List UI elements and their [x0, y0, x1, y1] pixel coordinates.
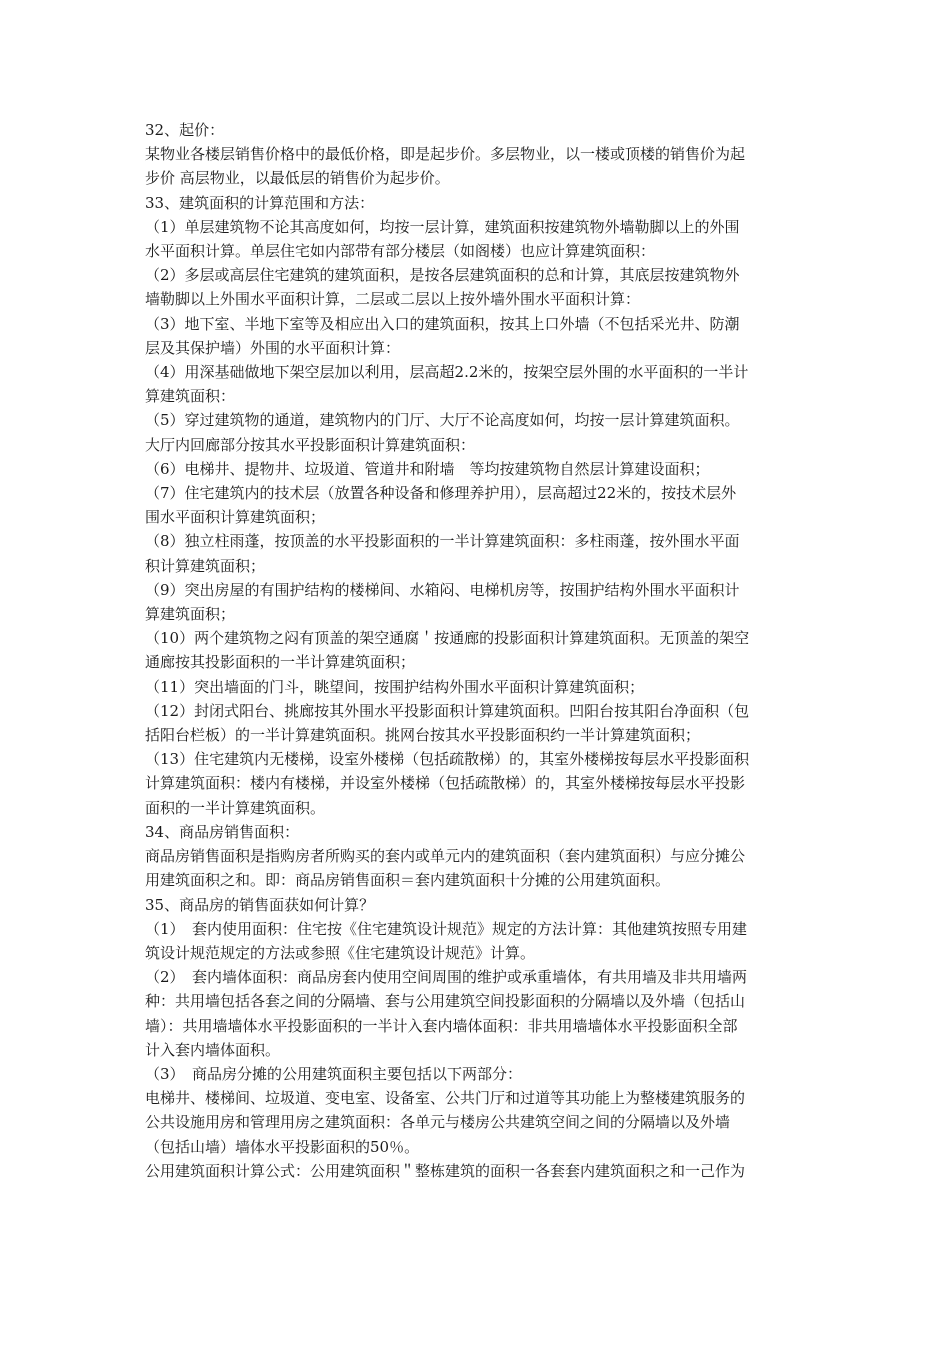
text-line: （1）单层建筑物不论其高度如何，均按一层计算，建筑面积按建筑物外墙勒脚以上的外围 — [145, 217, 740, 236]
text-line: （6）电梯井、提物井、垃圾道、管道井和附墙 等均按建筑物自然层计算建设面积； — [145, 459, 710, 478]
document-body — [145, 118, 815, 1183]
text-line: 面积的一半计算建筑面积。 — [145, 798, 326, 817]
text-line: 括阳台栏板）的一半计算建筑面积。挑网台按其水平投影面积约一半计算建筑面积； — [145, 726, 701, 745]
text-line: （2） 套内墙体面积：商品房套内使用空间周围的维护或承重墙体，有共用墙及非共用墙两 — [145, 968, 748, 987]
text-line: 墙）：共用墙墙体水平投影面积的一半计入套内墙体面积：非共用墙墙体水平投影面积全部 — [145, 1016, 738, 1035]
text-line: 大厅内回廊部分按其水平投影面积计算建筑面积： — [145, 435, 476, 454]
text-line: （1） 套内使用面积：住宅按《住宅建筑设计规范》规定的方法计算：其他建筑按照专用建 — [145, 919, 748, 938]
text-line: 计算建筑面积：楼内有楼梯，并设室外楼梯（包括疏散梯）的，其室外楼梯按每层水平投影 — [145, 774, 746, 793]
text-line: 围水平面积计算建筑面积； — [145, 508, 326, 527]
text-line: 某物业各楼层销售价格中的最低价格，即是起步价。多层物业，以一楼或顶楼的销售价为起 — [145, 145, 746, 164]
text-line: （4）用深基础做地下架空层加以利用，层高超2.2米的，按架空层外围的水平面积的一半计 — [145, 363, 749, 382]
text-line: 电梯井、楼梯间、垃圾道、变电室、设备室、公共门厅和过道等其功能上为整楼建筑服务的 — [145, 1089, 746, 1108]
text-line: 34、商品房销售面积： — [145, 822, 300, 841]
text-line: 32、起价： — [145, 121, 225, 139]
text-line: （13）住宅建筑内无楼梯，设室外楼梯（包括疏散梯）的，其室外楼梯按每层水平投影面积 — [145, 750, 750, 769]
text-line: 公共设施用房和管理用房之建筑面积：各单元与楼房公共建筑空间之间的分隔墙以及外墙 — [145, 1113, 731, 1132]
text-line: 35、商品房的销售面获如何计算？ — [145, 895, 375, 914]
text-line: （5）穿过建筑物的通道，建筑物内的门厅、大厅不论高度如何，均按一层计算建筑面积。 — [145, 411, 740, 430]
text-line: （3）地下室、半地下室等及相应出入口的建筑面积，按其上口外墙（不包括采光井、防潮 — [145, 314, 740, 333]
text-line: 商品房销售面积是指购房者所购买的套内或单元内的建筑面积（套内建筑面积）与应分摊公 — [145, 847, 746, 866]
text-line: 用建筑面积之和。即：商品房销售面积＝套内建筑面积十分摊的公用建筑面积。 — [145, 871, 671, 890]
text-line: 水平面积计算。单层住宅如内部带有部分楼层（如阁楼）也应计算建筑面积： — [145, 242, 656, 261]
text-line: （10）两个建筑物之闷有顶盖的架空通腐＇按通廊的投影面积计算建筑面积。无顶盖的架空 — [145, 629, 750, 648]
text-line: （9）突出房屋的有围护结构的楼梯间、水箱闷、电梯机房等，按围护结构外围水平面积计 — [145, 580, 740, 599]
text-line: 步价 高层物业，以最低层的销售价为起步价。 — [145, 169, 450, 188]
text-line: （2）多层或高层住宅建筑的建筑面积，是按各层建筑面积的总和计算，其底层按建筑物外 — [145, 266, 740, 285]
text-line: 种：共用墙包括各套之间的分隔墙、套与公用建筑空间投影面积的分隔墙以及外墙（包括山 — [145, 992, 746, 1011]
text-line: （8）独立柱雨蓬，按顶盖的水平投影面积的一半计算建筑面积：多柱雨蓬，按外围水平面 — [145, 532, 740, 551]
text-line: （包括山墙）墙体水平投影面积的50％。 — [145, 1137, 420, 1156]
text-line: 33、建筑面积的计算范围和方法： — [145, 193, 375, 212]
text-line: （11）突出墙面的门斗，眺望间，按围护结构外围水平面积计算建筑面积； — [145, 677, 645, 696]
text-line: 通廊按其投影面积的一半计算建筑面积； — [145, 653, 416, 672]
text-line: 积计算建筑面积； — [145, 556, 266, 575]
text-line: 筑设计规范规定的方法或参照《住宅建筑设计规范》计算。 — [145, 943, 536, 962]
text-line: 墙勒脚以上外围水平面积计算，二层或二层以上按外墙外围水平面积计算： — [145, 290, 641, 309]
text-line: 算建筑面积； — [145, 605, 236, 624]
text-line: 公用建筑面积计算公式：公用建筑面积＂整栋建筑的面积一各套套内建筑面积之和一己作为 — [145, 1161, 746, 1180]
text-line: 层及其保护墙）外围的水平面积计算： — [145, 338, 401, 357]
text-line: （7）住宅建筑内的技术层（放置各种设备和修理养护用），层高超过22米的，按技术层外 — [145, 484, 737, 503]
text-line: （3） 商品房分摊的公用建筑面积主要包括以下两部分： — [145, 1064, 523, 1083]
text-line: 算建筑面积： — [145, 387, 236, 406]
text-line: 计入套内墙体面积。 — [145, 1040, 281, 1059]
text-line: （12）封闭式阳台、挑廊按其外围水平投影面积计算建筑面积。凹阳台按其阳台净面积（包 — [145, 701, 750, 720]
